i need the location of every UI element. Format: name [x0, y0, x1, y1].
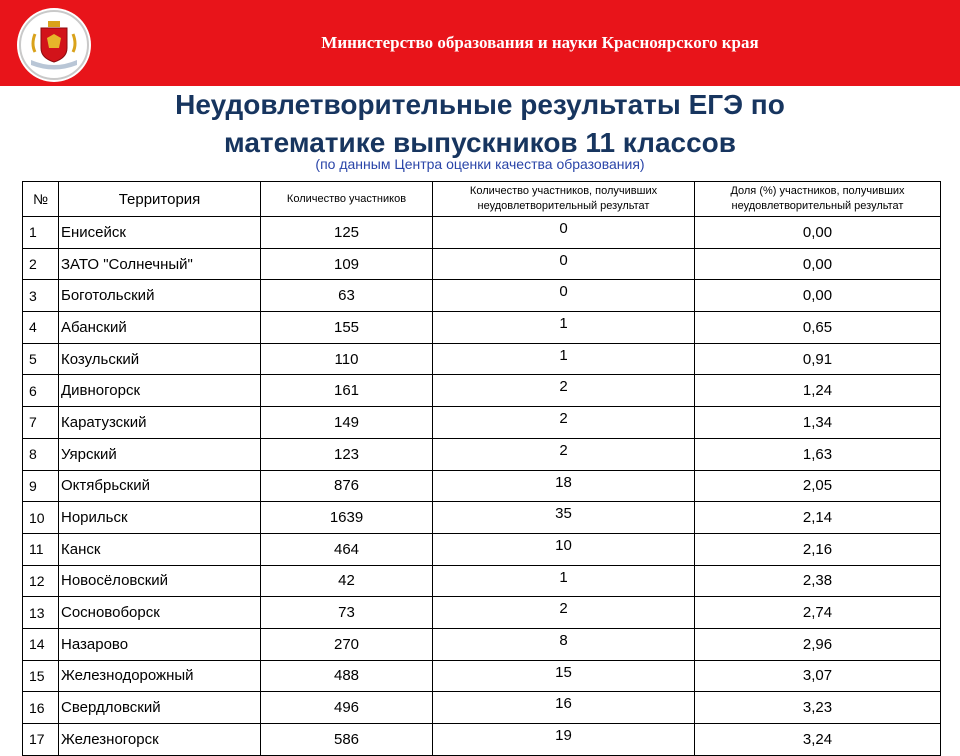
row-failed: 0 [433, 217, 695, 249]
table-row [23, 533, 941, 565]
results-table [22, 181, 941, 756]
row-num: 1 [23, 217, 59, 249]
header-participants: Количество участников [261, 182, 433, 217]
row-num: 17 [23, 724, 59, 756]
row-num: 8 [23, 438, 59, 470]
table-row [23, 438, 941, 470]
row-territory: Козульский [59, 343, 261, 375]
table-row [23, 597, 941, 629]
row-share: 0,00 [695, 280, 941, 312]
title-line-2: математике выпускников 11 классов [224, 127, 736, 158]
row-num: 13 [23, 597, 59, 629]
header-share: Доля (%) участников, получивших неудовлетворительный результат [695, 182, 941, 217]
row-territory: Назарово [59, 628, 261, 660]
row-participants: 73 [261, 597, 433, 629]
row-share: 3,23 [695, 692, 941, 724]
row-failed: 2 [433, 407, 695, 439]
row-participants: 123 [261, 438, 433, 470]
row-territory: Дивногорск [59, 375, 261, 407]
row-territory: Новосёловский [59, 565, 261, 597]
table-row [23, 660, 941, 692]
row-participants: 161 [261, 375, 433, 407]
row-num: 6 [23, 375, 59, 407]
table-row [23, 407, 941, 439]
row-num: 5 [23, 343, 59, 375]
row-participants: 876 [261, 470, 433, 502]
row-num: 9 [23, 470, 59, 502]
row-num: 16 [23, 692, 59, 724]
row-failed: 1 [433, 343, 695, 375]
row-failed: 0 [433, 248, 695, 280]
row-participants: 109 [261, 248, 433, 280]
row-participants: 110 [261, 343, 433, 375]
row-failed: 1 [433, 565, 695, 597]
row-failed: 10 [433, 533, 695, 565]
row-territory: Норильск [59, 502, 261, 534]
row-failed: 19 [433, 724, 695, 756]
row-num: 12 [23, 565, 59, 597]
row-share: 0,91 [695, 343, 941, 375]
row-failed: 1 [433, 312, 695, 344]
row-share: 2,74 [695, 597, 941, 629]
row-participants: 488 [261, 660, 433, 692]
row-territory: ЗАТО "Солнечный" [59, 248, 261, 280]
row-territory: Каратузский [59, 407, 261, 439]
row-failed: 2 [433, 597, 695, 629]
table-row [23, 280, 941, 312]
krasnoyarsk-emblem-logo [17, 8, 91, 82]
table-row [23, 628, 941, 660]
header-failed: Количество участников, получивших неудовлетворительный результат [433, 182, 695, 217]
row-failed: 35 [433, 502, 695, 534]
row-participants: 155 [261, 312, 433, 344]
table-row [23, 565, 941, 597]
row-share: 3,24 [695, 724, 941, 756]
row-share: 2,05 [695, 470, 941, 502]
row-participants: 464 [261, 533, 433, 565]
row-num: 3 [23, 280, 59, 312]
table-header-row [23, 182, 941, 217]
row-share: 1,34 [695, 407, 941, 439]
row-failed: 15 [433, 660, 695, 692]
ministry-name: Министерство образования и науки Красноярского края [321, 33, 759, 52]
row-num: 15 [23, 660, 59, 692]
row-territory: Боготольский [59, 280, 261, 312]
table-row [23, 312, 941, 344]
table-row [23, 375, 941, 407]
row-territory: Абанский [59, 312, 261, 344]
row-participants: 63 [261, 280, 433, 312]
title-line-1: Неудовлетворительные результаты ЕГЭ по [175, 89, 785, 120]
row-share: 1,24 [695, 375, 941, 407]
row-share: 2,14 [695, 502, 941, 534]
row-num: 14 [23, 628, 59, 660]
row-territory: Октябрьский [59, 470, 261, 502]
row-participants: 586 [261, 724, 433, 756]
row-failed: 16 [433, 692, 695, 724]
row-share: 1,63 [695, 438, 941, 470]
row-failed: 2 [433, 375, 695, 407]
row-num: 4 [23, 312, 59, 344]
table-row [23, 724, 941, 756]
row-territory: Уярский [59, 438, 261, 470]
row-participants: 125 [261, 217, 433, 249]
table-row [23, 692, 941, 724]
row-territory: Енисейск [59, 217, 261, 249]
row-share: 0,65 [695, 312, 941, 344]
header-territory: Территория [59, 182, 261, 217]
row-share: 0,00 [695, 217, 941, 249]
row-share: 2,96 [695, 628, 941, 660]
row-num: 2 [23, 248, 59, 280]
row-num: 11 [23, 533, 59, 565]
coat-of-arms-icon [17, 8, 91, 82]
table-row [23, 502, 941, 534]
row-share: 3,07 [695, 660, 941, 692]
row-share: 0,00 [695, 248, 941, 280]
row-failed: 2 [433, 438, 695, 470]
table-row [23, 217, 941, 249]
row-participants: 42 [261, 565, 433, 597]
row-territory: Железногорск [59, 724, 261, 756]
row-share: 2,16 [695, 533, 941, 565]
page-subtitle: (по данным Центра оценки качества образования) [315, 156, 645, 172]
row-num: 10 [23, 502, 59, 534]
row-territory: Свердловский [59, 692, 261, 724]
row-participants: 270 [261, 628, 433, 660]
row-failed: 18 [433, 470, 695, 502]
row-failed: 8 [433, 628, 695, 660]
page-title [0, 86, 960, 162]
row-territory: Канск [59, 533, 261, 565]
row-territory: Железнодорожный [59, 660, 261, 692]
row-num: 7 [23, 407, 59, 439]
row-participants: 1639 [261, 502, 433, 534]
row-territory: Сосновоборск [59, 597, 261, 629]
table-row [23, 343, 941, 375]
row-participants: 496 [261, 692, 433, 724]
row-share: 2,38 [695, 565, 941, 597]
header-bar [0, 0, 960, 86]
table-row [23, 470, 941, 502]
row-participants: 149 [261, 407, 433, 439]
header-num: № [23, 182, 59, 217]
table-row [23, 248, 941, 280]
row-failed: 0 [433, 280, 695, 312]
